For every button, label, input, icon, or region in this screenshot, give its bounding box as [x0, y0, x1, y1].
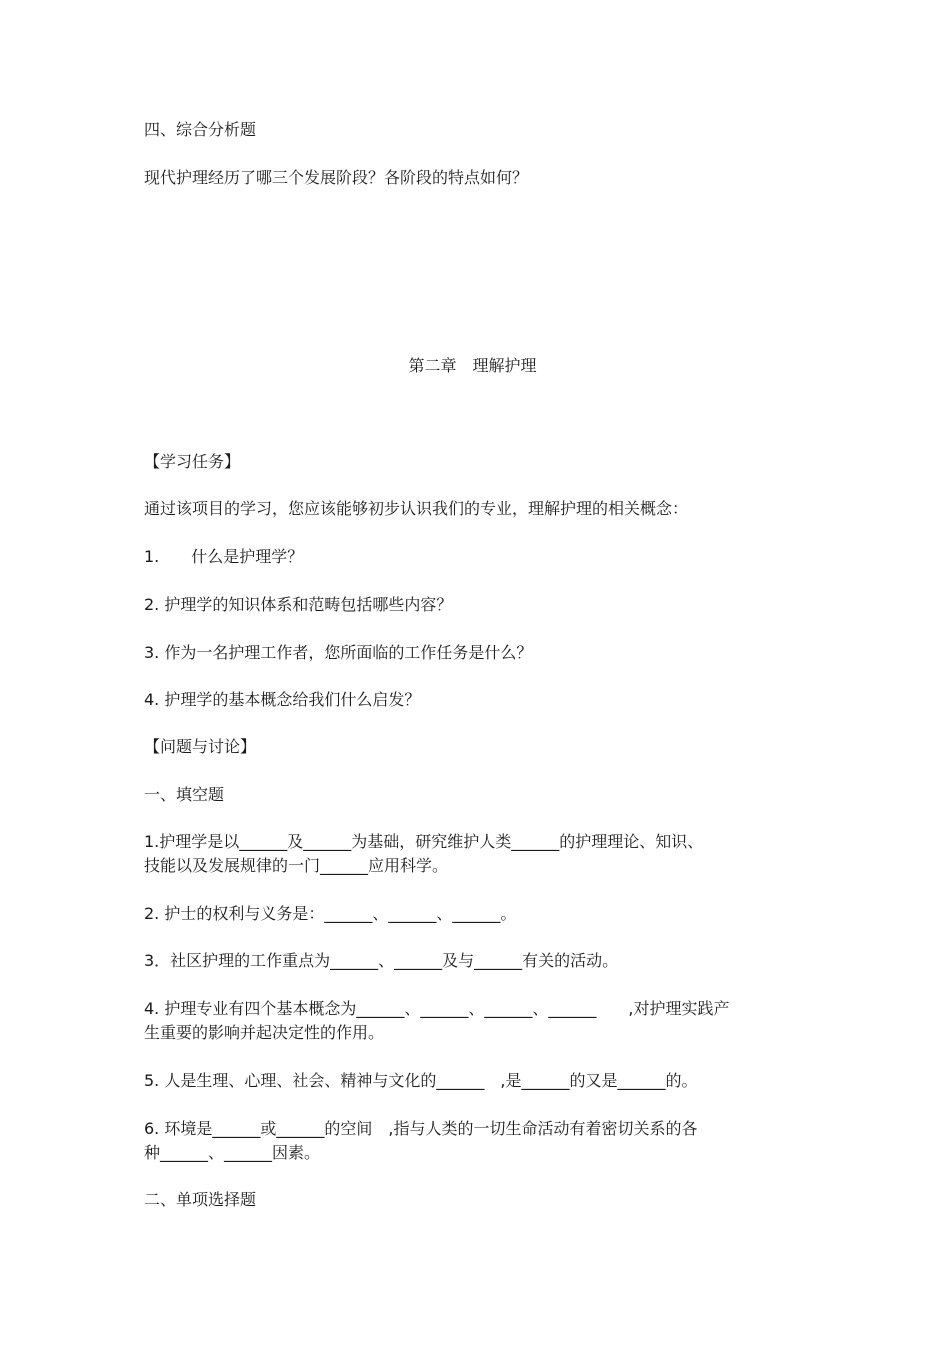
question-3: 3．社区护理的工作重点为______、______及与______有关的活动。 [144, 951, 619, 970]
question-2: 2. 护士的权利与义务是：______、______、______。 [144, 904, 517, 923]
learning-tasks-heading: 【学习任务】 [144, 452, 241, 471]
learning-task-item-1: 1. 什么是护理学？ [144, 547, 304, 566]
question-6-line-1: 6. 环境是______或______的空间 ,指与人类的一切生命活动有着密切关系的各 [144, 1119, 698, 1138]
learning-task-item-4: 4. 护理学的基本概念给我们什么启发？ [144, 690, 421, 709]
fill-blank-heading: 一、填空题 [144, 785, 225, 804]
section-question: 现代护理经历了哪三个发展阶段？各阶段的特点如何？ [144, 168, 529, 187]
question-1-line-2: 技能以及发展规律的一门______应用科学。 [144, 856, 449, 875]
question-4-line-1: 4. 护理专业有四个基本概念为______、______、______、______ ,对护理实践产 [144, 999, 730, 1018]
learning-task-item-2: 2. 护理学的知识体系和范畴包括哪些内容？ [144, 595, 453, 614]
discussion-heading: 【问题与讨论】 [144, 737, 257, 756]
question-5: 5. 人是生理、心理、社会、精神与文化的______ ,是______的又是______的。 [144, 1071, 698, 1090]
section-heading-comprehensive-analysis: 四、综合分析题 [144, 120, 257, 139]
question-6-line-2: 种______、______因素。 [144, 1143, 321, 1162]
question-1-line-1: 1.护理学是以______及______为基础，研究维护人类______的护理理论、知识、 [144, 832, 704, 851]
question-4-line-2: 生重要的影响并起决定性的作用。 [144, 1023, 385, 1042]
learning-task-item-3: 3. 作为一名护理工作者，您所面临的工作任务是什么？ [144, 643, 533, 662]
chapter-title: 第二章 理解护理 [408, 356, 537, 375]
single-choice-heading: 二、单项选择题 [144, 1190, 257, 1209]
learning-tasks-intro: 通过该项目的学习，您应该能够初步认识我们的专业，理解护理的相关概念： [144, 499, 689, 518]
